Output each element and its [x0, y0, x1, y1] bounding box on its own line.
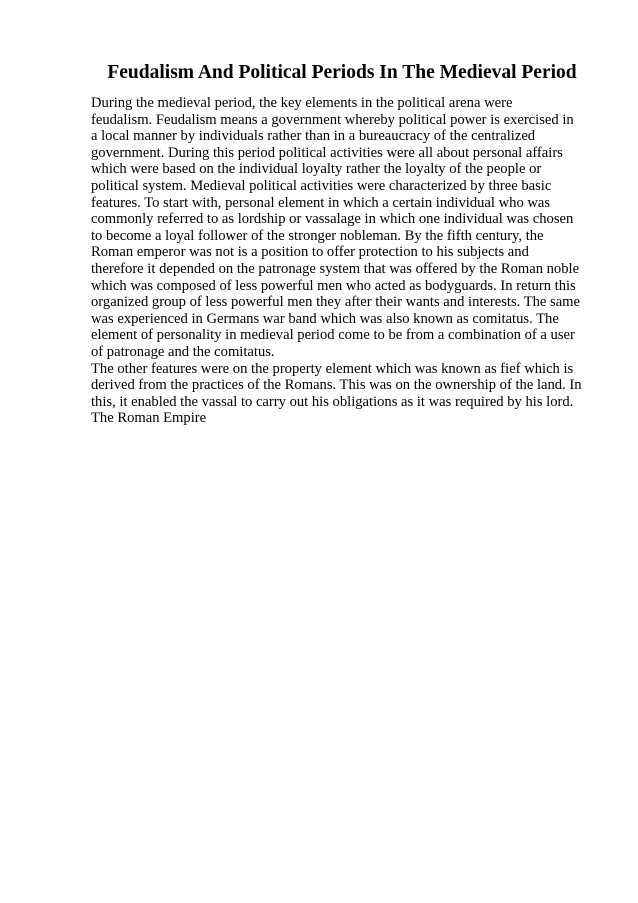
- body-line: government. During this period political activities were all about personal affairs: [91, 144, 563, 161]
- body-line: of patronage and the comitatus.: [91, 343, 275, 360]
- document-title: Feudalism And Political Periods In The Medieval Period: [107, 62, 577, 83]
- body-line: During the medieval period, the key elements in the political arena were: [91, 95, 513, 111]
- document-body: [91, 95, 611, 427]
- body-line: feudalism. Feudalism means a government whereby political power is exercised in: [91, 111, 574, 128]
- body-line: organized group of less powerful men they after their wants and interests. The same: [91, 294, 581, 311]
- body-line: which was composed of less powerful men who acted as bodyguards. In return this: [91, 277, 576, 294]
- body-line: The Roman Empire: [91, 410, 207, 427]
- body-line: commonly referred to as lordship or vassalage in which one individual was chosen: [91, 211, 574, 228]
- body-line: derived from the practices of the Romans. This was on the ownership of the land. In: [91, 377, 582, 394]
- body-line: political system. Medieval political activities were characterized by three basic: [91, 177, 552, 194]
- body-line: which were based on the individual loyalty rather the loyalty of the people or: [91, 161, 542, 178]
- body-line: element of personality in medieval period come to be from a combination of a user: [91, 327, 575, 344]
- body-line: features. To start with, personal element in which a certain individual who was: [91, 194, 551, 211]
- body-line: therefore it depended on the patronage system that was offered by the Roman noble: [91, 260, 580, 277]
- body-line: to become a loyal follower of the stronger nobleman. By the fifth century, the: [91, 227, 544, 244]
- body-line: was experienced in Germans war band which was also known as comitatus. The: [91, 310, 559, 327]
- body-line: The other features were on the property element which was known as fief which is: [91, 360, 574, 377]
- body-line: Roman emperor was not is a position to offer protection to his subjects and: [91, 244, 529, 261]
- body-line: a local manner by individuals rather than in a bureaucracy of the centralized: [91, 128, 536, 145]
- body-line: this, it enabled the vassal to carry out his obligations as it was required by his lord.: [91, 393, 574, 410]
